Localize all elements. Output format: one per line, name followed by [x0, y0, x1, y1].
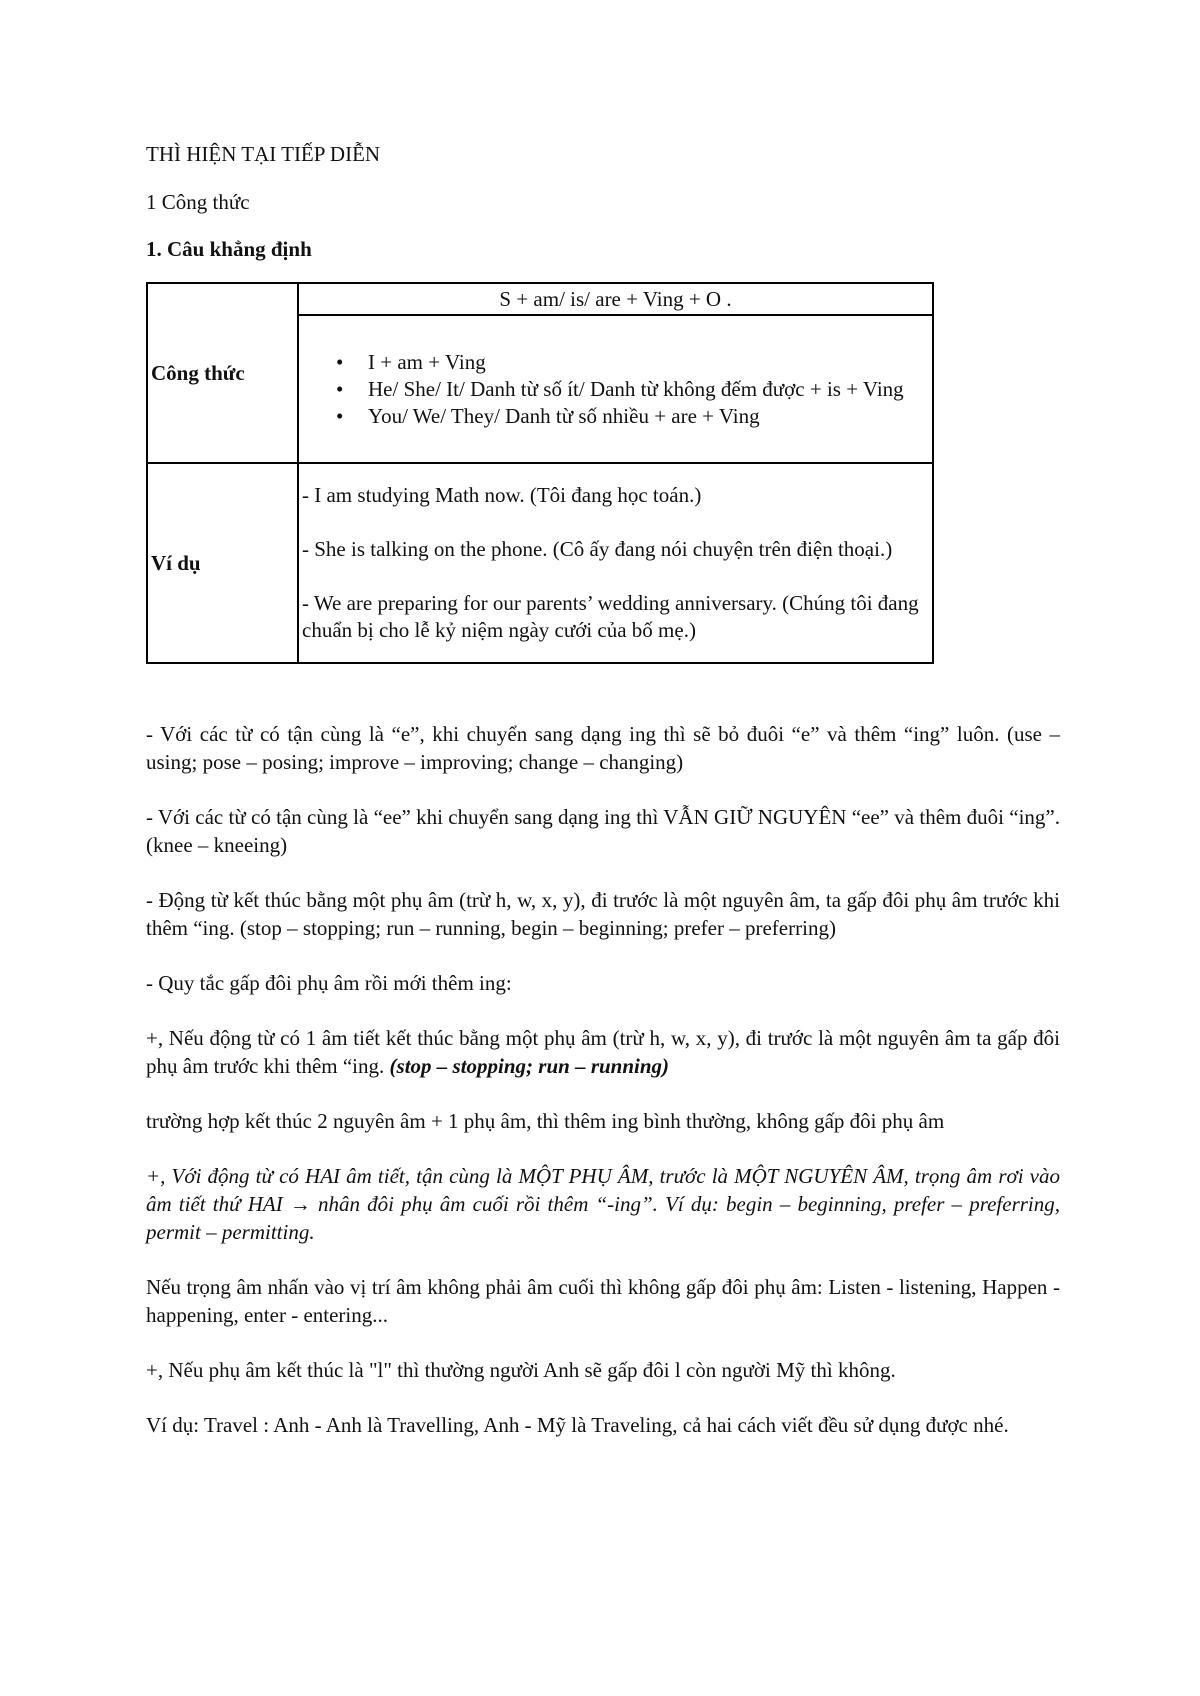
document-body: [146, 140, 1060, 1466]
formula-label: Công thức: [147, 283, 298, 463]
formula-list: [302, 349, 929, 430]
rule-one-syllable: [146, 1024, 1060, 1080]
rule-double-consonant: - Động từ kết thúc bằng một phụ âm (trừ h, w, x, y), đi trước là một nguyên âm, ta gấp đôi phụ âm trước khi thêm “ing. (stop – stopping; run – running, begin – beginning; prefer – preferring): [146, 888, 1060, 940]
example-sentence: - She is talking on the phone. (Cô ấy đang nói chuyện trên điện thoại.): [302, 537, 893, 561]
formula-table: [146, 282, 934, 664]
rule-two-vowels: trường hợp kết thúc 2 nguyên âm + 1 phụ âm, thì thêm ing bình thường, không gấp đôi phụ âm: [146, 1109, 945, 1133]
example-sentence: - I am studying Math now. (Tôi đang học toán.): [302, 483, 702, 507]
table-row: [147, 283, 933, 315]
example-label: Ví dụ: [147, 463, 298, 663]
formula-head: S + am/ is/ are + Ving + O .: [298, 283, 933, 315]
section-title: 1 Công thức: [146, 190, 250, 214]
list-item: • He/ She/ It/ Danh từ số ít/ Danh từ không đếm được + is + Ving: [368, 376, 929, 403]
rule-stress-position: Nếu trọng âm nhấn vào vị trí âm không phải âm cuối thì không gấp đôi phụ âm: Listen - listening, Happen - happening, enter - entering...: [146, 1275, 1060, 1327]
rule-two-syllables: +, Với động từ có HAI âm tiết, tận cùng là MỘT PHỤ ÂM, trước là MỘT NGUYÊN ÂM, trọng âm rơi vào âm tiết thứ HAI → nhân đôi phụ âm cuối rồi thêm “-ing”. Ví dụ: begin – beginning, prefer – preferring, permit – permitting.: [146, 1164, 1060, 1244]
rule-doubling-heading: - Quy tắc gấp đôi phụ âm rồi mới thêm ing:: [146, 971, 512, 995]
list-item: • I + am + Ving: [368, 349, 929, 376]
formula-list-cell: [298, 315, 933, 463]
list-item: • You/ We/ They/ Danh từ số nhiều + are + Ving: [368, 403, 929, 430]
rule-one-syllable-examples: (stop – stopping; run – running): [389, 1054, 670, 1078]
examples-cell: [298, 463, 933, 663]
rule-one-syllable-text: +, Nếu động từ có 1 âm tiết kết thúc bằng một phụ âm (trừ h, w, x, y), đi trước là một nguyên âm ta gấp đôi phụ âm trước khi thêm “ing.: [146, 1026, 1060, 1078]
rule-travel-example: Ví dụ: Travel : Anh - Anh là Travelling, Anh - Mỹ là Traveling, cả hai cách viết đều sử dụng được nhé.: [146, 1413, 1009, 1437]
rules-notes: [146, 720, 1060, 1439]
rule-e-ending: - Với các từ có tận cùng là “e”, khi chuyển sang dạng ing thì sẽ bỏ đuôi “e” và thêm “ing” luôn. (use – using; pose – posing; improve – improving; change – changing): [146, 722, 1060, 774]
example-sentence: - We are preparing for our parents’ wedding anniversary. (Chúng tôi đang chuẩn bị cho lễ kỷ niệm ngày cưới của bố mẹ.): [302, 591, 919, 642]
rule-ee-ending: - Với các từ có tận cùng là “ee” khi chuyển sang dạng ing thì VẪN GIỮ NGUYÊN “ee” và thêm đuôi “ing”. (knee – kneeing): [146, 805, 1060, 857]
rule-final-l: +, Nếu phụ âm kết thúc là "l" thì thường người Anh sẽ gấp đôi l còn người Mỹ thì không.: [146, 1358, 896, 1382]
table-row: [147, 463, 933, 663]
page-title: THÌ HIỆN TẠI TIẾP DIỄN: [146, 142, 381, 166]
subsection-heading: 1. Câu khẳng định: [146, 237, 312, 261]
